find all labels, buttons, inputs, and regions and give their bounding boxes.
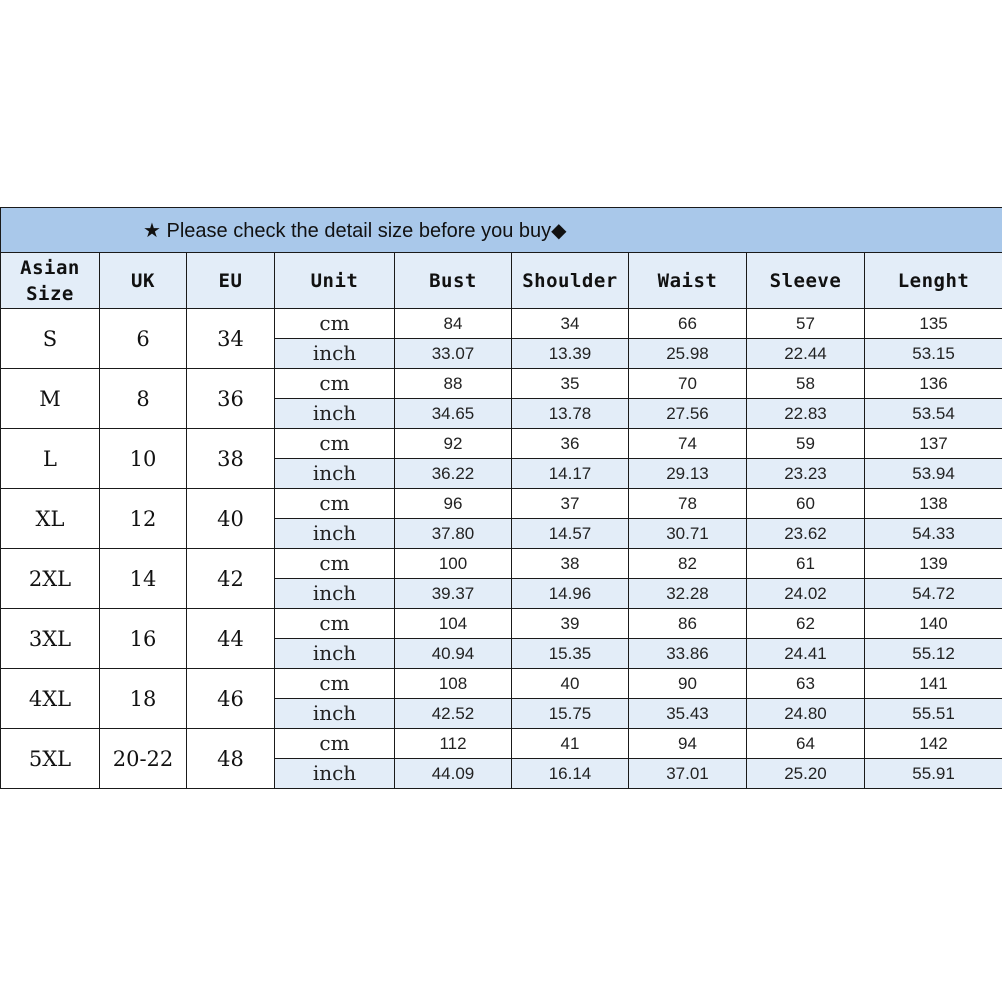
length-inch-cell: 54.72 [865, 579, 1002, 609]
sleeve-cm-cell: 59 [747, 429, 865, 459]
sleeve-inch-cell: 24.41 [747, 639, 865, 669]
waist-cm-cell: 66 [629, 309, 747, 339]
shoulder-inch-cell: 15.75 [512, 699, 629, 729]
bust-inch-cell: 36.22 [395, 459, 512, 489]
size-asian-cell: 3XL [1, 609, 100, 669]
size-eu-cell: 36 [187, 369, 275, 429]
size-row-cm [1, 369, 1002, 399]
sleeve-cm-cell: 58 [747, 369, 865, 399]
size-row-cm [1, 489, 1002, 519]
unit-cm-cell: cm [275, 609, 395, 639]
size-eu-cell: 42 [187, 549, 275, 609]
waist-inch-cell: 25.98 [629, 339, 747, 369]
sleeve-cm-cell: 60 [747, 489, 865, 519]
header-uk: UK [100, 253, 187, 309]
length-inch-cell: 55.51 [865, 699, 1002, 729]
header-asian-line2: Size [26, 282, 74, 305]
shoulder-cm-cell: 36 [512, 429, 629, 459]
waist-cm-cell: 70 [629, 369, 747, 399]
bust-inch-cell: 40.94 [395, 639, 512, 669]
header-sleeve: Sleeve [747, 253, 865, 309]
header-length: Lenght [865, 253, 1002, 309]
bust-cm-cell: 88 [395, 369, 512, 399]
waist-inch-cell: 30.71 [629, 519, 747, 549]
size-row-cm [1, 609, 1002, 639]
length-cm-cell: 136 [865, 369, 1002, 399]
waist-inch-cell: 35.43 [629, 699, 747, 729]
header-row [1, 253, 1002, 309]
size-row-cm [1, 309, 1002, 339]
shoulder-cm-cell: 37 [512, 489, 629, 519]
unit-inch-cell: inch [275, 519, 395, 549]
header-shoulder: Shoulder [512, 253, 629, 309]
waist-cm-cell: 78 [629, 489, 747, 519]
unit-inch-cell: inch [275, 699, 395, 729]
unit-cm-cell: cm [275, 489, 395, 519]
size-uk-cell: 8 [100, 369, 187, 429]
banner [1, 208, 1002, 253]
length-cm-cell: 141 [865, 669, 1002, 699]
size-eu-cell: 44 [187, 609, 275, 669]
length-cm-cell: 138 [865, 489, 1002, 519]
header-unit: Unit [275, 253, 395, 309]
bust-cm-cell: 104 [395, 609, 512, 639]
shoulder-inch-cell: 13.39 [512, 339, 629, 369]
unit-inch-cell: inch [275, 339, 395, 369]
shoulder-inch-cell: 13.78 [512, 399, 629, 429]
size-uk-cell: 6 [100, 309, 187, 369]
header-eu: EU [187, 253, 275, 309]
sleeve-inch-cell: 23.62 [747, 519, 865, 549]
size-asian-cell: S [1, 309, 100, 369]
size-row-cm [1, 429, 1002, 459]
bust-inch-cell: 42.52 [395, 699, 512, 729]
shoulder-inch-cell: 15.35 [512, 639, 629, 669]
unit-cm-cell: cm [275, 429, 395, 459]
size-asian-cell: 5XL [1, 729, 100, 789]
sleeve-cm-cell: 61 [747, 549, 865, 579]
waist-cm-cell: 90 [629, 669, 747, 699]
waist-cm-cell: 74 [629, 429, 747, 459]
sleeve-inch-cell: 25.20 [747, 759, 865, 789]
length-inch-cell: 54.33 [865, 519, 1002, 549]
waist-inch-cell: 29.13 [629, 459, 747, 489]
size-row-cm [1, 729, 1002, 759]
size-eu-cell: 34 [187, 309, 275, 369]
size-uk-cell: 14 [100, 549, 187, 609]
bust-cm-cell: 96 [395, 489, 512, 519]
bust-inch-cell: 37.80 [395, 519, 512, 549]
sleeve-inch-cell: 24.02 [747, 579, 865, 609]
shoulder-cm-cell: 41 [512, 729, 629, 759]
shoulder-cm-cell: 35 [512, 369, 629, 399]
unit-inch-cell: inch [275, 459, 395, 489]
shoulder-cm-cell: 40 [512, 669, 629, 699]
size-eu-cell: 40 [187, 489, 275, 549]
size-asian-cell: 4XL [1, 669, 100, 729]
length-cm-cell: 142 [865, 729, 1002, 759]
unit-inch-cell: inch [275, 399, 395, 429]
waist-cm-cell: 94 [629, 729, 747, 759]
shoulder-cm-cell: 39 [512, 609, 629, 639]
waist-cm-cell: 82 [629, 549, 747, 579]
sleeve-inch-cell: 24.80 [747, 699, 865, 729]
size-uk-cell: 16 [100, 609, 187, 669]
size-asian-cell: L [1, 429, 100, 489]
shoulder-cm-cell: 38 [512, 549, 629, 579]
size-eu-cell: 46 [187, 669, 275, 729]
size-asian-cell: 2XL [1, 549, 100, 609]
size-uk-cell: 12 [100, 489, 187, 549]
bust-inch-cell: 44.09 [395, 759, 512, 789]
length-cm-cell: 135 [865, 309, 1002, 339]
shoulder-cm-cell: 34 [512, 309, 629, 339]
unit-inch-cell: inch [275, 639, 395, 669]
size-row-cm [1, 549, 1002, 579]
sleeve-inch-cell: 22.83 [747, 399, 865, 429]
waist-inch-cell: 33.86 [629, 639, 747, 669]
size-eu-cell: 48 [187, 729, 275, 789]
header-asian-line1: Asian [20, 256, 80, 279]
sleeve-inch-cell: 23.23 [747, 459, 865, 489]
sleeve-cm-cell: 64 [747, 729, 865, 759]
size-chart-table [0, 207, 1002, 789]
size-uk-cell: 20-22 [100, 729, 187, 789]
bust-cm-cell: 100 [395, 549, 512, 579]
length-cm-cell: 140 [865, 609, 1002, 639]
length-cm-cell: 137 [865, 429, 1002, 459]
length-inch-cell: 53.94 [865, 459, 1002, 489]
sleeve-inch-cell: 22.44 [747, 339, 865, 369]
unit-inch-cell: inch [275, 759, 395, 789]
header-asian-size [1, 253, 100, 309]
size-asian-cell: XL [1, 489, 100, 549]
header-bust: Bust [395, 253, 512, 309]
size-uk-cell: 10 [100, 429, 187, 489]
unit-cm-cell: cm [275, 309, 395, 339]
length-inch-cell: 55.12 [865, 639, 1002, 669]
length-inch-cell: 53.15 [865, 339, 1002, 369]
bust-inch-cell: 39.37 [395, 579, 512, 609]
unit-cm-cell: cm [275, 669, 395, 699]
bust-cm-cell: 84 [395, 309, 512, 339]
sleeve-cm-cell: 62 [747, 609, 865, 639]
shoulder-inch-cell: 14.17 [512, 459, 629, 489]
unit-cm-cell: cm [275, 549, 395, 579]
unit-inch-cell: inch [275, 579, 395, 609]
bust-inch-cell: 34.65 [395, 399, 512, 429]
size-asian-cell: M [1, 369, 100, 429]
shoulder-inch-cell: 16.14 [512, 759, 629, 789]
shoulder-inch-cell: 14.96 [512, 579, 629, 609]
unit-cm-cell: cm [275, 729, 395, 759]
waist-inch-cell: 32.28 [629, 579, 747, 609]
shoulder-inch-cell: 14.57 [512, 519, 629, 549]
waist-cm-cell: 86 [629, 609, 747, 639]
size-row-cm [1, 669, 1002, 699]
header-waist: Waist [629, 253, 747, 309]
bust-inch-cell: 33.07 [395, 339, 512, 369]
unit-cm-cell: cm [275, 369, 395, 399]
sleeve-cm-cell: 63 [747, 669, 865, 699]
size-eu-cell: 38 [187, 429, 275, 489]
size-uk-cell: 18 [100, 669, 187, 729]
waist-inch-cell: 27.56 [629, 399, 747, 429]
bust-cm-cell: 108 [395, 669, 512, 699]
sleeve-cm-cell: 57 [747, 309, 865, 339]
banner-text: ★ Please check the detail size before you buy◆ [143, 219, 567, 242]
length-inch-cell: 53.54 [865, 399, 1002, 429]
bust-cm-cell: 112 [395, 729, 512, 759]
waist-inch-cell: 37.01 [629, 759, 747, 789]
length-inch-cell: 55.91 [865, 759, 1002, 789]
bust-cm-cell: 92 [395, 429, 512, 459]
length-cm-cell: 139 [865, 549, 1002, 579]
